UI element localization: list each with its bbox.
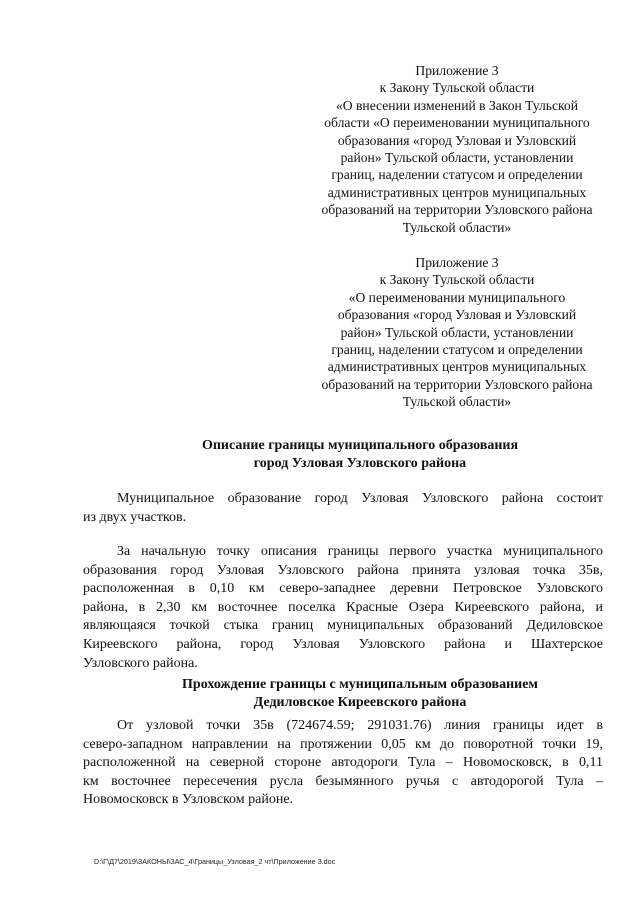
section-heading [100,676,620,712]
appendix-line: административных центров муниципальных [327,359,587,375]
appendix-line: образования «город Узловая и Узловский [337,307,577,323]
appendix-line: к Закону Тульской области [379,272,535,288]
paragraph-line: Муниципальное образование город Узловая Узловского района состоит [117,491,603,506]
heading-line: Дедиловское Киреевского района [253,695,467,710]
paragraph-line: северо-западном направлении на протяжении 0,05 км до поворотной точки 19, [83,736,603,752]
appendix-line: Приложение 3 [415,63,499,78]
appendix-line: район» Тульской области, установлении [340,150,574,166]
paragraph-line: км восточнее пересечения русла безымянного ручья с автодорогой Тула – [83,773,603,789]
footer-file-path: D:\Г\Д7\2019\ЗАКОНЫ\ЗАС_4\Границы_Узловая_2 чт\Приложение 3.doc [94,857,336,866]
appendix-line: административных центров муниципальных [327,184,587,200]
appendix-line: образований на территории Узловского района [321,376,593,392]
paragraph-line: из двух участков. [83,509,187,525]
document-title [100,437,620,473]
paragraph-line: образования город Узловая Узловского района принята узловая точка 35в, [83,562,603,578]
paragraph-line: От узловой точки 35в (724674.59; 291031.76) линия границы идет в [117,718,603,733]
appendix-line: образований на территории Узловского района [321,202,593,218]
appendix-header-original [292,254,622,411]
heading-line: Прохождение границы с муниципальным образованием [182,677,538,692]
boundary-route-paragraph [83,717,603,810]
appendix-line: Тульской области» [402,219,512,235]
appendix-line: к Закону Тульской области [379,80,535,96]
paragraph-line: являющаяся точкой стыка границ муниципальных образований Дедиловское [83,618,603,634]
paragraph-line: расположенной на северной стороне автодороги Тула – Новомосковск, в 0,11 [83,755,603,771]
paragraph-line: района, в 2,30 км восточнее поселка Красные Озера Киреевского района, и [83,599,603,615]
appendix-line: район» Тульской области, установлении [340,324,574,340]
appendix-line: Тульской области» [402,394,512,410]
paragraph-line: расположенная в 0,10 км северо-западнее деревни Петровское Узловского [83,581,603,597]
appendix-header-amended [292,62,622,236]
appendix-line: «О переименовании муниципального [348,289,566,305]
appendix-line: границ, наделении статусом и определении [331,167,583,183]
paragraph-line: Новомосковск в Узловском районе. [83,792,294,808]
paragraph-line: Узловского района. [83,655,198,671]
title-line: город Узловая Узловского района [253,456,467,471]
appendix-line: границ, наделении статусом и определении [331,342,583,358]
starting-point-paragraph [83,543,603,673]
appendix-line: Приложение 3 [415,255,499,270]
appendix-line: образования «город Узловая и Узловский [337,132,577,148]
appendix-line: «О внесении изменений в Закон Тульской [335,97,579,113]
paragraph-line: Киреевского района, город Узловая Узловского района и Шахтерское [83,636,603,652]
intro-paragraph [83,490,603,527]
appendix-line: области «О переименовании муниципального [324,115,590,131]
title-line: Описание границы муниципального образования [201,438,519,453]
paragraph-line: За начальную точку описания границы первого участка муниципального [117,544,603,559]
